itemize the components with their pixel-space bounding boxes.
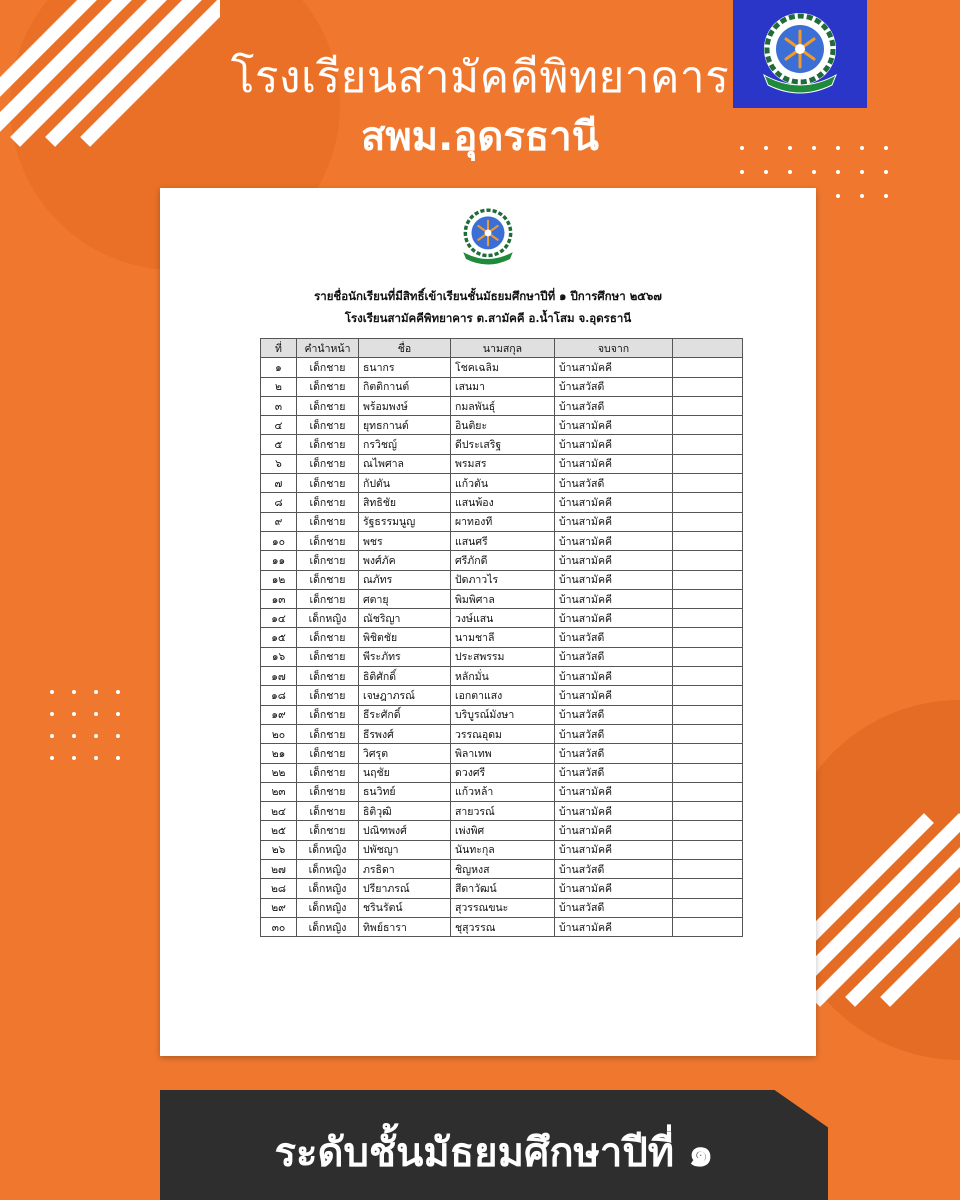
row-number: ๑๔ — [261, 609, 297, 628]
table-row — [261, 879, 743, 898]
row-school: บ้านสามัคคี — [555, 840, 673, 859]
row-last-name: เอกตาแสง — [451, 686, 555, 705]
row-prefix: เด็กชาย — [297, 802, 359, 821]
row-school: บ้านสามัคคี — [555, 435, 673, 454]
column-header-prefix: คำนำหน้า — [297, 339, 359, 358]
row-first-name: ธีรพงศ์ — [359, 724, 451, 743]
table-row — [261, 474, 743, 493]
row-first-name: พิชิตชัย — [359, 628, 451, 647]
row-last-name: พิลาเทพ — [451, 744, 555, 763]
row-number: ๑๗ — [261, 667, 297, 686]
row-blank — [673, 860, 743, 879]
row-prefix: เด็กชาย — [297, 435, 359, 454]
row-blank — [673, 396, 743, 415]
row-school: บ้านสามัคคี — [555, 531, 673, 550]
row-prefix: เด็กชาย — [297, 821, 359, 840]
row-last-name: หลักมั่น — [451, 667, 555, 686]
row-school: บ้านสามัคคี — [555, 358, 673, 377]
table-row — [261, 860, 743, 879]
row-first-name: ปรียาภรณ์ — [359, 879, 451, 898]
row-prefix: เด็กหญิง — [297, 879, 359, 898]
row-number: ๑๙ — [261, 705, 297, 724]
row-first-name: ธิติวุฒิ — [359, 802, 451, 821]
row-prefix: เด็กชาย — [297, 570, 359, 589]
row-last-name: แก้วตัน — [451, 474, 555, 493]
row-number: ๑๘ — [261, 686, 297, 705]
row-prefix: เด็กชาย — [297, 396, 359, 415]
row-last-name: แสนศรี — [451, 531, 555, 550]
row-first-name: พงศ์ภัค — [359, 551, 451, 570]
row-last-name: เพ่งพิศ — [451, 821, 555, 840]
row-first-name: เจษฎาภรณ์ — [359, 686, 451, 705]
row-number: ๑๓ — [261, 589, 297, 608]
row-school: บ้านสวัสดี — [555, 860, 673, 879]
row-first-name: ธนวิทย์ — [359, 782, 451, 801]
row-blank — [673, 628, 743, 647]
row-last-name: ชุสุวรรณ — [451, 917, 555, 936]
row-blank — [673, 647, 743, 666]
row-prefix: เด็กชาย — [297, 416, 359, 435]
row-prefix: เด็กชาย — [297, 589, 359, 608]
column-header-first-name: ชื่อ — [359, 339, 451, 358]
row-blank — [673, 609, 743, 628]
row-last-name: นามชาลี — [451, 628, 555, 647]
row-school: บ้านสามัคคี — [555, 493, 673, 512]
table-row — [261, 744, 743, 763]
student-list-document — [160, 188, 816, 1056]
row-blank — [673, 474, 743, 493]
row-school: บ้านสามัคคี — [555, 512, 673, 531]
row-first-name: ธีระศักดิ์ — [359, 705, 451, 724]
table-row — [261, 493, 743, 512]
row-school: บ้านสวัสดี — [555, 647, 673, 666]
row-prefix: เด็กชาย — [297, 724, 359, 743]
row-prefix: เด็กหญิง — [297, 917, 359, 936]
row-last-name: เสนมา — [451, 377, 555, 396]
row-number: ๒๔ — [261, 802, 297, 821]
row-blank — [673, 705, 743, 724]
row-number: ๑๖ — [261, 647, 297, 666]
row-school: บ้านสามัคคี — [555, 782, 673, 801]
row-number: ๗ — [261, 474, 297, 493]
row-number: ๓ — [261, 396, 297, 415]
row-blank — [673, 454, 743, 473]
row-school: บ้านสวัสดี — [555, 763, 673, 782]
row-school: บ้านสวัสดี — [555, 744, 673, 763]
row-school: บ้านสามัคคี — [555, 686, 673, 705]
row-blank — [673, 667, 743, 686]
row-last-name: นันทะกุล — [451, 840, 555, 859]
decorative-dots-left — [50, 690, 120, 760]
table-row — [261, 724, 743, 743]
row-school: บ้านสวัสดี — [555, 628, 673, 647]
row-first-name: ปพัชญา — [359, 840, 451, 859]
row-blank — [673, 782, 743, 801]
row-prefix: เด็กหญิง — [297, 860, 359, 879]
table-row — [261, 782, 743, 801]
row-school: บ้านสามัคคี — [555, 609, 673, 628]
row-school: บ้านสามัคคี — [555, 667, 673, 686]
row-prefix: เด็กชาย — [297, 782, 359, 801]
row-last-name: ประสพรรม — [451, 647, 555, 666]
table-row — [261, 917, 743, 936]
school-emblem-icon — [455, 202, 521, 272]
document-subheading: โรงเรียนสามัคคีพิทยาคาร ต.สามัคคี อ.น้ำโสม จ.อุดรธานี — [344, 311, 632, 325]
row-blank — [673, 551, 743, 570]
row-number: ๒๕ — [261, 821, 297, 840]
row-number: ๒๙ — [261, 898, 297, 917]
row-blank — [673, 358, 743, 377]
row-prefix: เด็กชาย — [297, 512, 359, 531]
row-last-name: วรรณอุดม — [451, 724, 555, 743]
row-school: บ้านสามัคคี — [555, 879, 673, 898]
row-prefix: เด็กชาย — [297, 454, 359, 473]
row-number: ๑๕ — [261, 628, 297, 647]
row-prefix: เด็กชาย — [297, 493, 359, 512]
row-first-name: ธิติศักดิ์ — [359, 667, 451, 686]
row-last-name: แก้วหล้า — [451, 782, 555, 801]
row-last-name: วงษ์แสน — [451, 609, 555, 628]
row-first-name: ศตายุ — [359, 589, 451, 608]
document-heading: รายชื่อนักเรียนที่มีสิทธิ์เข้าเรียนชั้นมัธยมศึกษาปีที่ ๑ ปีการศึกษา ๒๕๖๗ — [314, 289, 662, 303]
row-prefix: เด็กชาย — [297, 705, 359, 724]
row-prefix: เด็กชาย — [297, 686, 359, 705]
row-number: ๒๘ — [261, 879, 297, 898]
row-blank — [673, 744, 743, 763]
document-logo — [455, 202, 521, 276]
table-row — [261, 416, 743, 435]
table-row — [261, 589, 743, 608]
row-first-name: ภรธิดา — [359, 860, 451, 879]
row-school: บ้านสวัสดี — [555, 396, 673, 415]
table-row — [261, 454, 743, 473]
row-number: ๑๐ — [261, 531, 297, 550]
row-number: ๖ — [261, 454, 297, 473]
district-title: สพม.อุดรธานี — [360, 114, 600, 160]
row-last-name: สุวรรณขนะ — [451, 898, 555, 917]
row-blank — [673, 763, 743, 782]
table-row — [261, 628, 743, 647]
column-header-no: ที่ — [261, 339, 297, 358]
row-school: บ้านสามัคคี — [555, 551, 673, 570]
row-prefix: เด็กชาย — [297, 377, 359, 396]
row-first-name: กัปตัน — [359, 474, 451, 493]
row-last-name: แสนพ้อง — [451, 493, 555, 512]
row-school: บ้านสวัสดี — [555, 724, 673, 743]
row-last-name: โชคเฉลิม — [451, 358, 555, 377]
row-last-name: กมลพันธุ์ — [451, 396, 555, 415]
table-row — [261, 570, 743, 589]
row-first-name: พีระภัทร — [359, 647, 451, 666]
row-first-name: นฤชัย — [359, 763, 451, 782]
row-blank — [673, 898, 743, 917]
table-row — [261, 396, 743, 415]
column-header-last-name: นามสกุล — [451, 339, 555, 358]
table-row — [261, 435, 743, 454]
row-prefix: เด็กชาย — [297, 474, 359, 493]
table-header-row — [261, 339, 743, 358]
school-title: โรงเรียนสามัคคีพิทยาคาร — [230, 52, 730, 103]
row-school: บ้านสามัคคี — [555, 570, 673, 589]
table-row — [261, 705, 743, 724]
table-row — [261, 531, 743, 550]
row-number: ๒๐ — [261, 724, 297, 743]
row-number: ๒๑ — [261, 744, 297, 763]
row-number: ๘ — [261, 493, 297, 512]
table-row — [261, 898, 743, 917]
row-first-name: ปณิฑพงศ์ — [359, 821, 451, 840]
logo-badge — [733, 0, 867, 108]
row-first-name: พชร — [359, 531, 451, 550]
row-prefix: เด็กชาย — [297, 551, 359, 570]
table-row — [261, 802, 743, 821]
row-first-name: สิทธิชัย — [359, 493, 451, 512]
row-blank — [673, 416, 743, 435]
row-last-name: สีดาวัฒน์ — [451, 879, 555, 898]
decorative-stripes-bottom-right — [800, 810, 960, 1020]
row-first-name: กรวิชญ์ — [359, 435, 451, 454]
row-first-name: ณัชริญา — [359, 609, 451, 628]
row-blank — [673, 840, 743, 859]
row-blank — [673, 724, 743, 743]
row-number: ๒๖ — [261, 840, 297, 859]
row-last-name: ดวงศรี — [451, 763, 555, 782]
table-row — [261, 821, 743, 840]
row-school: บ้านสามัคคี — [555, 589, 673, 608]
row-first-name: ยุทธกานต์ — [359, 416, 451, 435]
row-first-name: ณไพศาล — [359, 454, 451, 473]
row-number: ๕ — [261, 435, 297, 454]
row-prefix: เด็กหญิง — [297, 840, 359, 859]
table-row — [261, 840, 743, 859]
row-last-name: ศรีภักดี — [451, 551, 555, 570]
row-school: บ้านสามัคคี — [555, 802, 673, 821]
row-blank — [673, 589, 743, 608]
table-row — [261, 763, 743, 782]
row-school: บ้านสามัคคี — [555, 454, 673, 473]
row-prefix: เด็กชาย — [297, 628, 359, 647]
student-table — [260, 338, 743, 937]
table-row — [261, 377, 743, 396]
row-last-name: ดีประเสริฐ — [451, 435, 555, 454]
table-row — [261, 609, 743, 628]
school-emblem-icon — [752, 9, 848, 99]
row-last-name: อินติยะ — [451, 416, 555, 435]
row-first-name: ณภัทร — [359, 570, 451, 589]
row-blank — [673, 377, 743, 396]
table-row — [261, 667, 743, 686]
row-last-name: ผาทองที — [451, 512, 555, 531]
row-number: ๓๐ — [261, 917, 297, 936]
table-row — [261, 647, 743, 666]
row-blank — [673, 435, 743, 454]
row-school: บ้านสามัคคี — [555, 416, 673, 435]
table-row — [261, 358, 743, 377]
row-blank — [673, 686, 743, 705]
row-prefix: เด็กชาย — [297, 647, 359, 666]
row-number: ๒๒ — [261, 763, 297, 782]
row-number: ๑๒ — [261, 570, 297, 589]
row-prefix: เด็กหญิง — [297, 609, 359, 628]
column-header-school: จบจาก — [555, 339, 673, 358]
table-row — [261, 512, 743, 531]
row-prefix: เด็กชาย — [297, 744, 359, 763]
row-last-name: พรมสร — [451, 454, 555, 473]
row-prefix: เด็กชาย — [297, 358, 359, 377]
row-first-name: ชรินรัตน์ — [359, 898, 451, 917]
row-school: บ้านสวัสดี — [555, 377, 673, 396]
row-blank — [673, 821, 743, 840]
row-number: ๔ — [261, 416, 297, 435]
row-number: ๒ — [261, 377, 297, 396]
column-header-blank — [673, 339, 743, 358]
row-first-name: วิศรุต — [359, 744, 451, 763]
row-first-name: รัฐธรรมนูญ — [359, 512, 451, 531]
row-blank — [673, 570, 743, 589]
row-first-name: ทิพย์ธารา — [359, 917, 451, 936]
row-number: ๙ — [261, 512, 297, 531]
row-blank — [673, 493, 743, 512]
table-row — [261, 686, 743, 705]
row-last-name: สายวรณ์ — [451, 802, 555, 821]
row-blank — [673, 512, 743, 531]
row-last-name: พิมพิศาล — [451, 589, 555, 608]
row-school: บ้านสวัสดี — [555, 705, 673, 724]
row-first-name: พร้อมพงษ์ — [359, 396, 451, 415]
row-first-name: กิตติกานต์ — [359, 377, 451, 396]
row-school: บ้านสวัสดี — [555, 474, 673, 493]
grade-level-label: ระดับชั้นมัธยมศึกษาปีที่ ๑ — [274, 1130, 714, 1176]
row-number: ๒๗ — [261, 860, 297, 879]
row-blank — [673, 879, 743, 898]
row-blank — [673, 531, 743, 550]
row-prefix: เด็กหญิง — [297, 898, 359, 917]
row-last-name: บริบูรณ์มังษา — [451, 705, 555, 724]
row-number: ๒๓ — [261, 782, 297, 801]
row-blank — [673, 917, 743, 936]
row-blank — [673, 802, 743, 821]
row-school: บ้านสามัคคี — [555, 821, 673, 840]
row-first-name: ธนากร — [359, 358, 451, 377]
row-last-name: ปัดภาวไร — [451, 570, 555, 589]
row-prefix: เด็กชาย — [297, 763, 359, 782]
row-last-name: ชิญหงส — [451, 860, 555, 879]
row-school: บ้านสามัคคี — [555, 917, 673, 936]
row-number: ๑ — [261, 358, 297, 377]
row-prefix: เด็กชาย — [297, 531, 359, 550]
row-school: บ้านสวัสดี — [555, 898, 673, 917]
row-prefix: เด็กชาย — [297, 667, 359, 686]
row-number: ๑๑ — [261, 551, 297, 570]
table-row — [261, 551, 743, 570]
